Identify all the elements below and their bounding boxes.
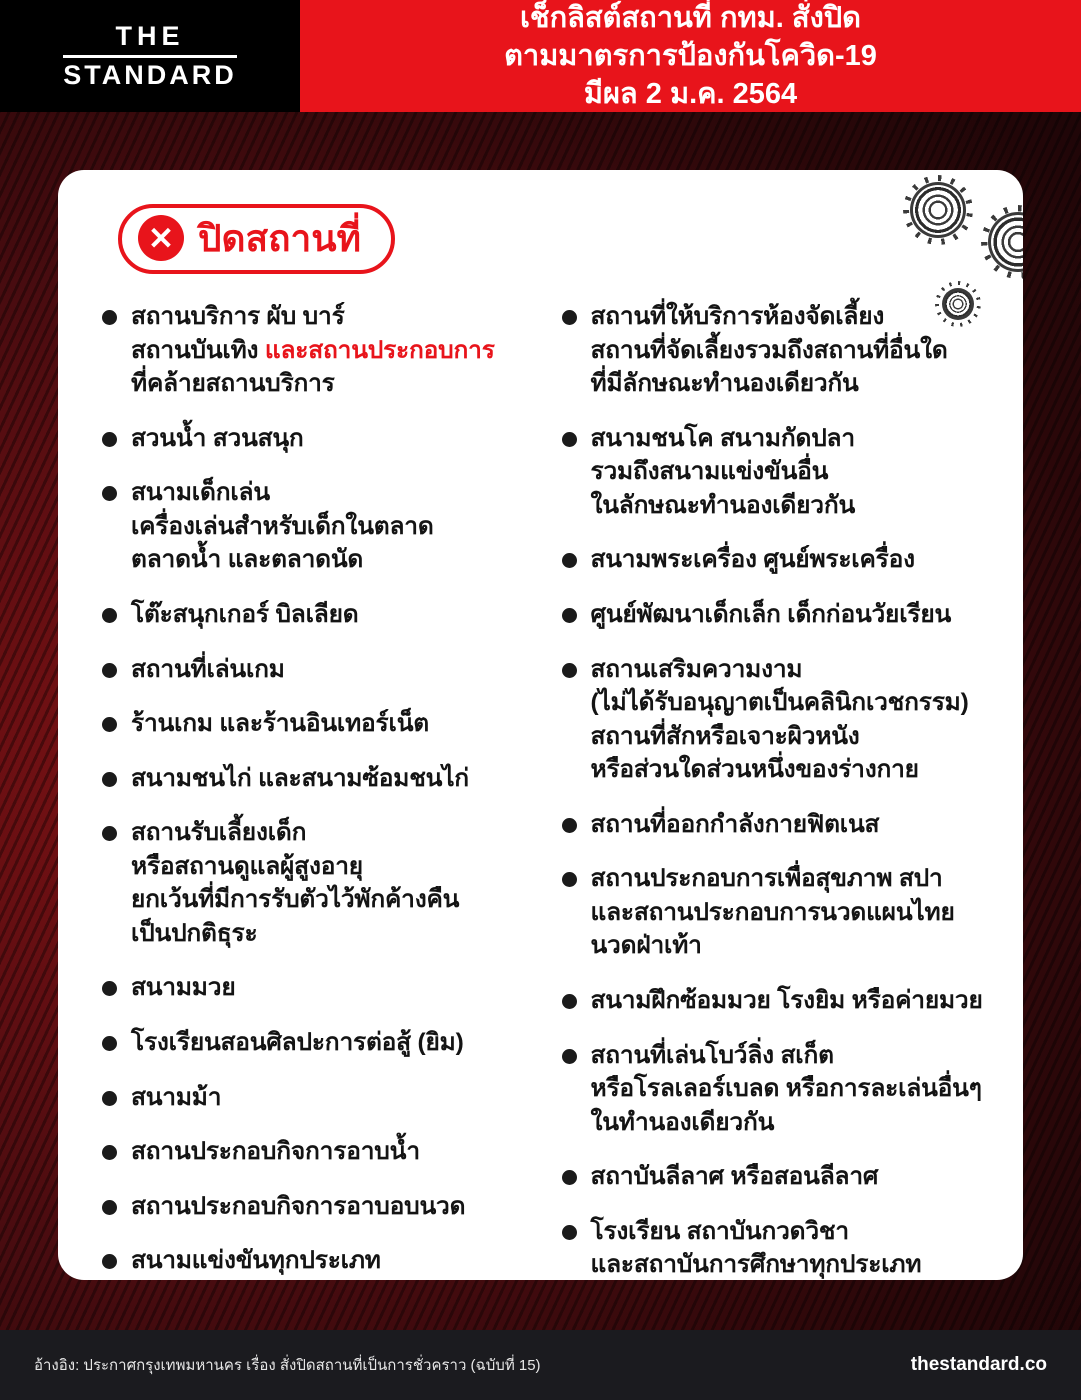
header-title [300,0,1081,112]
list-item-line: สนามมวย [131,974,236,1002]
title-line-1: เช็กลิสต์สถานที่ กทม. สั่งปิด [519,1,861,34]
footer-site-link[interactable]: thestandard.co [910,1354,1047,1375]
list-item [556,422,986,523]
list-item-text [131,971,526,1005]
closure-list-column-left [96,300,526,1280]
list-item-line: เครื่องเล่นสำหรับเด็กในตลาด [131,512,434,540]
list-item [96,598,526,632]
list-item-text [591,653,986,787]
list-item-line: สถานที่เล่นเกม [131,655,285,683]
list-item [556,1039,986,1140]
list-item [556,984,986,1018]
list-item-line: สถานประกอบกิจการอาบน้ำ [131,1138,420,1166]
list-item-line: ร้านเกม และร้านอินเทอร์เน็ต [131,710,429,738]
list-item-text [591,808,986,842]
bullet-icon [102,310,117,325]
bullet-icon [102,432,117,447]
list-item-line [131,334,526,368]
list-item-line: โรงเรียน สถาบันกวดวิชา [590,1217,849,1245]
list-item [96,422,526,456]
bullet-icon [102,717,117,732]
x-circle-icon: ✕ [138,215,184,261]
bullet-icon [102,663,117,678]
list-item-line: โต๊ะสนุกเกอร์ บิลเลียด [131,600,359,628]
virus-icon [942,288,974,320]
bullet-icon [102,1200,117,1215]
bullet-icon [102,1145,117,1160]
list-item-text [131,1026,526,1060]
logo-top-text: THE [115,21,185,52]
list-item-line: สถานรับเลี้ยงเด็ก [131,819,307,847]
list-item-text [131,816,526,950]
bullet-icon [102,608,117,623]
list-item-line: สนามม้า [131,1083,222,1111]
bullet-icon [562,663,577,678]
bullet-icon [562,994,577,1009]
bullet-icon [562,872,577,887]
list-item [96,1135,526,1169]
list-item [96,762,526,796]
list-item-line: สถานที่ออกกำลังกายฟิตเนส [590,810,880,838]
list-item-text [591,300,986,401]
list-item [556,543,986,577]
bullet-icon [562,432,577,447]
list-item [96,653,526,687]
list-item-text [131,300,526,401]
list-item-line: ที่คล้ายสถานบริการ [131,370,335,398]
bullet-icon [102,1254,117,1269]
list-item [96,1081,526,1115]
list-item-line: และสถาบันการศึกษาทุกประเภท [590,1251,922,1279]
list-item-line: นวดฝ่าเท้า [590,932,702,960]
list-item-line: สถานที่ให้บริการห้องจัดเลี้ยง [590,303,885,330]
list-item-text [131,707,526,741]
bullet-icon [562,608,577,623]
list-item [96,476,526,577]
list-item-line: สถานประกอบกิจการอาบอบนวด [131,1192,466,1220]
list-item [556,1160,986,1194]
bullet-icon [562,553,577,568]
bullet-icon [102,772,117,787]
status-badge-label: ปิดสถานที่ [198,217,361,259]
list-item-line: เป็นปกติธุระ [131,919,258,947]
list-item-text [131,598,526,632]
list-item-line: สนามฝึกซ้อมมวย โรงยิม หรือค่ายมวย [590,987,983,1014]
list-item-line: สนามแข่งขันทุกประเภท [131,1247,381,1275]
list-item [556,862,986,963]
closure-list [96,300,985,1280]
list-item-text [131,1081,526,1115]
list-item-text [591,984,986,1018]
bullet-icon [562,310,577,325]
list-item-text [591,1215,986,1280]
list-item-line: สถานประกอบการเพื่อสุขภาพ สปา [590,865,943,893]
list-item [96,1244,526,1278]
list-item-text [591,1160,986,1194]
list-item-text [131,1244,526,1278]
list-item [96,971,526,1005]
list-item-line: ศูนย์พัฒนาเด็กเล็ก เด็กก่อนวัยเรียน [590,600,952,628]
list-item-line: รวมถึงสนามแข่งขันอื่น [590,458,829,486]
status-badge [118,204,395,274]
list-item-line: สนามเด็กเล่น [131,479,270,507]
bullet-icon [562,1225,577,1240]
list-item-line: สถานที่สักหรือเจาะผิวหนัง [590,722,860,750]
bullet-icon [102,826,117,841]
bullet-icon [102,1091,117,1106]
list-item-text [591,862,986,963]
list-item-text [591,1039,986,1140]
bullet-icon [102,486,117,501]
list-item-line: ยกเว้นที่มีการรับตัวไว้พักค้างคืน [131,886,460,914]
list-item-line: สถานเสริมความงาม [590,655,803,683]
line-plain-part: สถานบันเทิง [131,336,265,364]
list-item-text [591,598,986,632]
list-item [556,598,986,632]
virus-icon [988,212,1023,272]
list-item [556,300,986,401]
list-item-line: ในทำนองเดียวกัน [590,1108,775,1136]
logo-bottom-text: STANDARD [63,55,237,91]
list-item-line: หรือโรลเลอร์เบลด หรือการละเล่นอื่นๆ [590,1075,982,1103]
list-item [96,1026,526,1060]
list-item-line: สถานที่จัดเลี้ยงรวมถึงสถานที่อื่นใด [590,336,948,364]
list-item [96,816,526,950]
list-item-line: ที่มีลักษณะทำนองเดียวกัน [590,370,859,398]
list-item-text [131,1190,526,1224]
footer [0,1330,1081,1400]
list-item-text [131,476,526,577]
list-item-text [591,422,986,523]
footer-reference: อ้างอิง: ประกาศกรุงเทพมหานคร เรื่อง สั่งปิดสถานที่เป็นการชั่วคราว (ฉบับที่ 15) [34,1357,541,1374]
list-item [96,707,526,741]
list-item [556,653,986,787]
bullet-icon [102,981,117,996]
list-item-line: สถานที่เล่นโบว์ลิ่ง สเก็ต [590,1041,834,1069]
list-item-text [131,762,526,796]
list-item-line: สวนน้ำ สวนสนุก [131,424,304,452]
list-item-line: สนามชนไก่ และสนามซ้อมชนไก่ [131,764,469,792]
list-item [556,1215,986,1280]
line-highlight-part: และสถานประกอบการ [264,336,495,364]
list-item-text [131,1135,526,1169]
list-item-text [131,422,526,456]
list-item-line: โรงเรียนสอนศิลปะการต่อสู้ (ยิม) [131,1029,464,1056]
bullet-icon [562,1170,577,1185]
list-item-line: สถานบริการ ผับ บาร์ [131,303,345,330]
virus-icon [910,182,966,238]
title-line-2: ตามมาตรการป้องกันโควิด-19 [504,39,877,72]
list-item-text [131,653,526,687]
closure-list-column-right [556,300,986,1280]
title-line-3: มีผล 2 ม.ค. 2564 [583,78,798,111]
list-item-line: ในลักษณะทำนองเดียวกัน [590,491,856,519]
list-item-line: หรือสถานดูแลผู้สูงอายุ [131,852,363,880]
list-item-line: และสถานประกอบการนวดแผนไทย [590,898,955,926]
content-card [58,170,1023,1280]
bullet-icon [562,818,577,833]
list-item-line: สนามชนโค สนามกัดปลา [590,424,855,452]
list-item-text [591,543,986,577]
brand-logo [0,0,300,112]
list-item-line: สถาบันลีลาศ หรือสอนลีลาศ [590,1163,879,1191]
list-item [556,808,986,842]
bullet-icon [102,1036,117,1051]
header [0,0,1081,112]
list-item [96,300,526,401]
bullet-icon [562,1049,577,1064]
list-item-line: สนามพระเครื่อง ศูนย์พระเครื่อง [590,546,915,574]
list-item-line: (ไม่ได้รับอนุญาตเป็นคลินิกเวชกรรม) [590,689,969,717]
list-item [96,1190,526,1224]
list-item-line: ตลาดน้ำ และตลาดนัด [131,546,364,574]
list-item-line: หรือส่วนใดส่วนหนึ่งของร่างกาย [590,756,919,784]
